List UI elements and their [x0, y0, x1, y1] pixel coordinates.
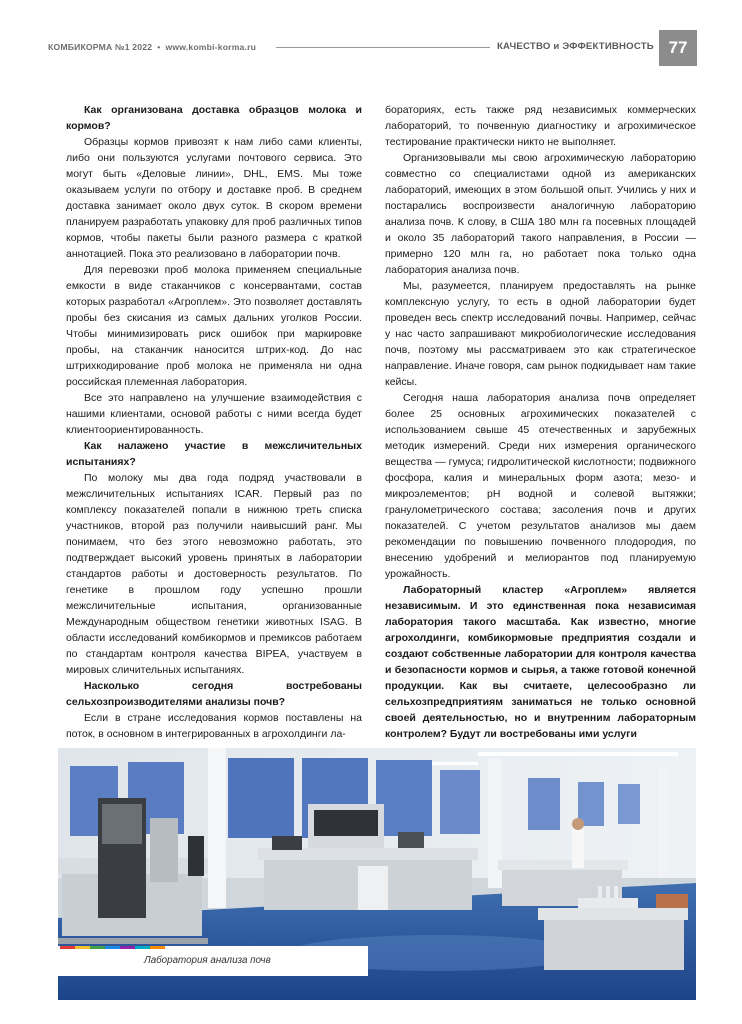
- body-paragraph: По молоку мы два года подряд участвовали в межсличительных испытаниях ICAR. Первый раз по комплексу показателей попали в нижнюю треть списка участников, второй раз получили наивысший ранг. Мы понимаем, что без этого невозможно работать, это подтверждает высокий уровень принятых в лаборатории стандартов работы и достоверность результатов. По генетике в прошлом году успешно прошли межсличительные испытания, организованные Международным обществом генетики животных ISAG. В области исследований комбикормов и премиксов работаем по стандартам контроля качества BIPEA, участвуем в мировых сличительных испытаниях.: [66, 472, 362, 676]
- color-strip-segment: [120, 946, 135, 949]
- color-strip-segment: [75, 946, 90, 949]
- color-strip-segment: [60, 946, 75, 949]
- color-strip-segment: [135, 946, 150, 949]
- body-paragraph: Для перевозки проб молока применяем специальные емкости в виде стаканчиков с консервантами, состав которых разработал «Агроплем». Это позволяет доставлять пробы без скисания из самых дальних уголков России. Чтобы минимизировать риск ошибок при маркировке пробы, на стаканчик наносится штрих-код. До нас штрихкодирование проб молока не применяла ни одна российская племенная лаборатория.: [66, 264, 362, 388]
- left-column: [66, 102, 362, 742]
- body-paragraph: Если в стране исследования кормов поставлены на поток, в основном в интегрированных в агрохолдинги ла-: [66, 712, 362, 740]
- interview-question: Насколько сегодня востребованы сельхозпроизводителями анализы почв?: [66, 680, 362, 708]
- body-paragraph: Все это направлено на улучшение взаимодействия с нашими клиентами, основой работы с ними всегда будет клиентоориентированность.: [66, 392, 362, 436]
- body-paragraph: Сегодня наша лаборатория анализа почв определяет более 25 основных агрохимических показателей с использованием свыше 45 отечественных и зарубежных методик измерений. Среди них измерения органического вещества — гумуса; гидролитической кислотности; подвижного фосфора, калия и минеральных форм азота; мезо- и микроэлементов; pH водной и солевой вытяжки; гранулометрического состава; засоления почв и других показателей. С учетом результатов анализов мы даем рекомендации по повышению почвенного плодородия, по внесению удобрений и мелиорантов под планируемую урожайность.: [385, 392, 696, 580]
- magazine-info: [48, 42, 256, 52]
- color-strip-segment: [90, 946, 105, 949]
- header-rule: [276, 47, 490, 48]
- page-header: [0, 0, 742, 80]
- body-paragraph: Образцы кормов привозят к нам либо сами клиенты, либо они пользуются услугами почтового сервиса. Это могут быть «Деловые линии», DHL, EMS. Мы тоже оказываем услуги по отбору и доставке проб. В среднем доставка занимает около двух суток. В скором времени планируем разработать упаковку для проб различных типов кормов, чтобы пакеты были разного размера с краткой аннотацией. Пока это реализовано в лаборатории почв.: [66, 136, 362, 260]
- interview-question: Как организована доставка образцов молока и кормов?: [66, 104, 362, 132]
- interview-question: Как налажено участие в межсличительных испытаниях?: [66, 440, 362, 468]
- magazine-title: КОМБИКОРМА №1 2022: [48, 42, 153, 52]
- color-strip-segment: [105, 946, 120, 949]
- body-paragraph: бораториях, есть также ряд независимых коммерческих лабораторий, то почвенную диагностику и агрохимическое тестирование практически никто не выполняет.: [385, 104, 696, 148]
- page-number: 77: [659, 30, 697, 66]
- header-separator: •: [157, 42, 161, 52]
- interview-question: Лабораторный кластер «Агроплем» является независимым. И это единственная пока независимая лаборатория такого масштаба. Как известно, многие агрохолдинги, комбикормовые предприятия создали и создают собственные лаборатории для контроля качества и безопасности кормов и сырья, а также готовой конечной продукции. Как вы считаете, целесообразно ли сельхозпредприятиям заниматься не только основной своей деятельностью, но и внутренним лабораторным контролем? Будут ли востребованы ими услуги: [385, 584, 696, 740]
- magazine-url[interactable]: www.kombi-korma.ru: [165, 42, 257, 52]
- section-title: КАЧЕСТВО и ЭФФЕКТИВНОСТЬ: [497, 41, 654, 52]
- right-column: [385, 102, 696, 742]
- body-paragraph: Мы, разумеется, планируем предоставлять на рынке комплексную услугу, то есть в одной лаборатории будет проведен весь спектр исследований почвы. Например, сейчас у нас часто запрашивают микробиологические исследования почв, поэтому мы рассматриваем это как стратегическое направление. Иначе говоря, сам рынок подкидывает нам такие кейсы.: [385, 280, 696, 388]
- caption-color-strip: [60, 946, 165, 949]
- color-strip-segment: [150, 946, 165, 949]
- photo-caption: Лаборатория анализа почв: [144, 955, 271, 966]
- body-paragraph: Организовывали мы свою агрохимическую лабораторию совместно со специалистами одной из американских лабораторий, имеющих в этом большой опыт. Учились у них и постарались воспроизвести аналогичную лабораторию анализа почв. К слову, в США 180 млн га посевных площадей и около 35 лабораторий такого направления, в России — примерно 120 млн га, но работает пока только одна лаборатория анализа почв.: [385, 152, 696, 276]
